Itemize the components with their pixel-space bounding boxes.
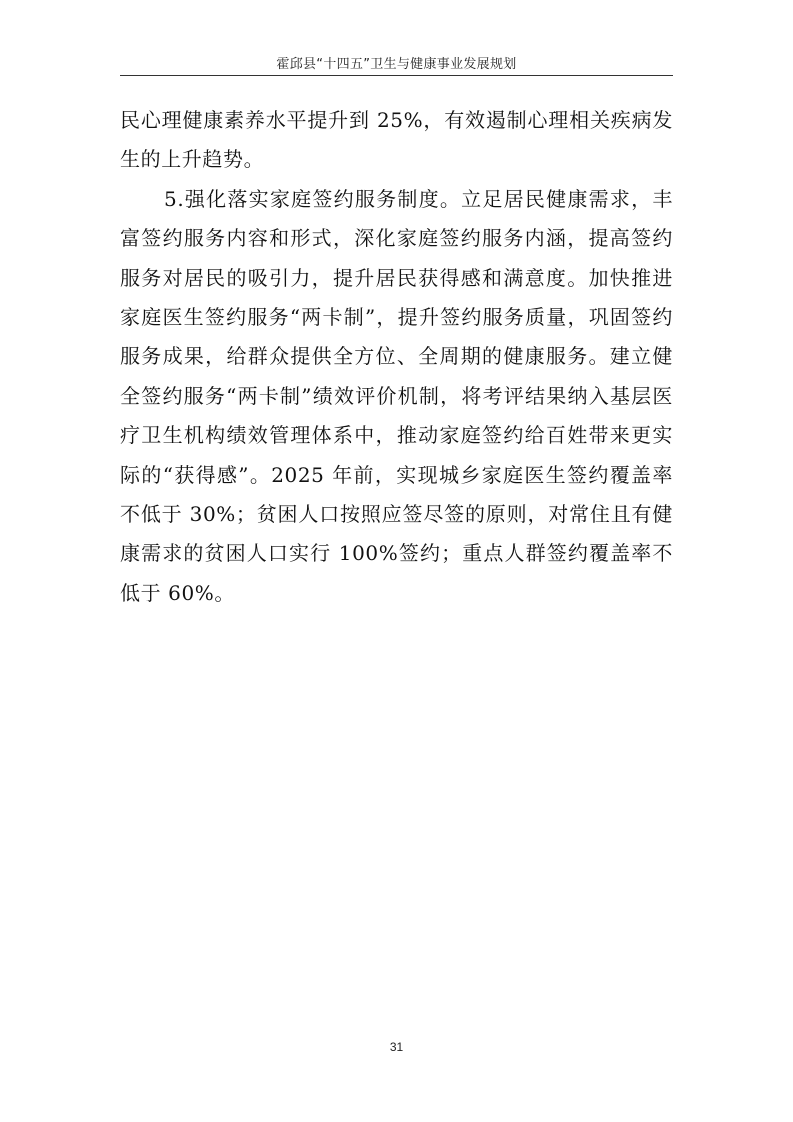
paragraph-family-doctor-signing: 5.强化落实家庭签约服务制度。立足居民健康需求，丰富签约服务内容和形式，深化家庭签约服务内涵，提高签约服务对居民的吸引力，提升居民获得感和满意度。加快推进家庭医生签约服务“两卡制”，提升签约服务质量，巩固签约服务成果，给群众提供全方位、全周期的健康服务。建立健全签约服务“两卡制”绩效评价机制，将考评结果纳入基层医疗卫生机构绩效管理体系中，推动家庭签约给百姓带来更实际的“获得感”。2025 年前，实现城乡家庭医生签约覆盖率不低于 30%；贫困人口按照应签尽签的原则，对常住且有健康需求的贫困人口实行 100%签约；重点人群签约覆盖率不低于 60%。 <box>120 186 673 605</box>
paragraph-continued: 民心理健康素养水平提升到 25%，有效遏制心理相关疾病发生的上升趋势。 <box>120 108 673 172</box>
header-divider <box>120 75 673 76</box>
running-header: 霍邱县“十四五”卫生与健康事业发展规划 <box>276 57 517 72</box>
page-number: 31 <box>389 1040 404 1054</box>
body-text <box>120 101 673 613</box>
